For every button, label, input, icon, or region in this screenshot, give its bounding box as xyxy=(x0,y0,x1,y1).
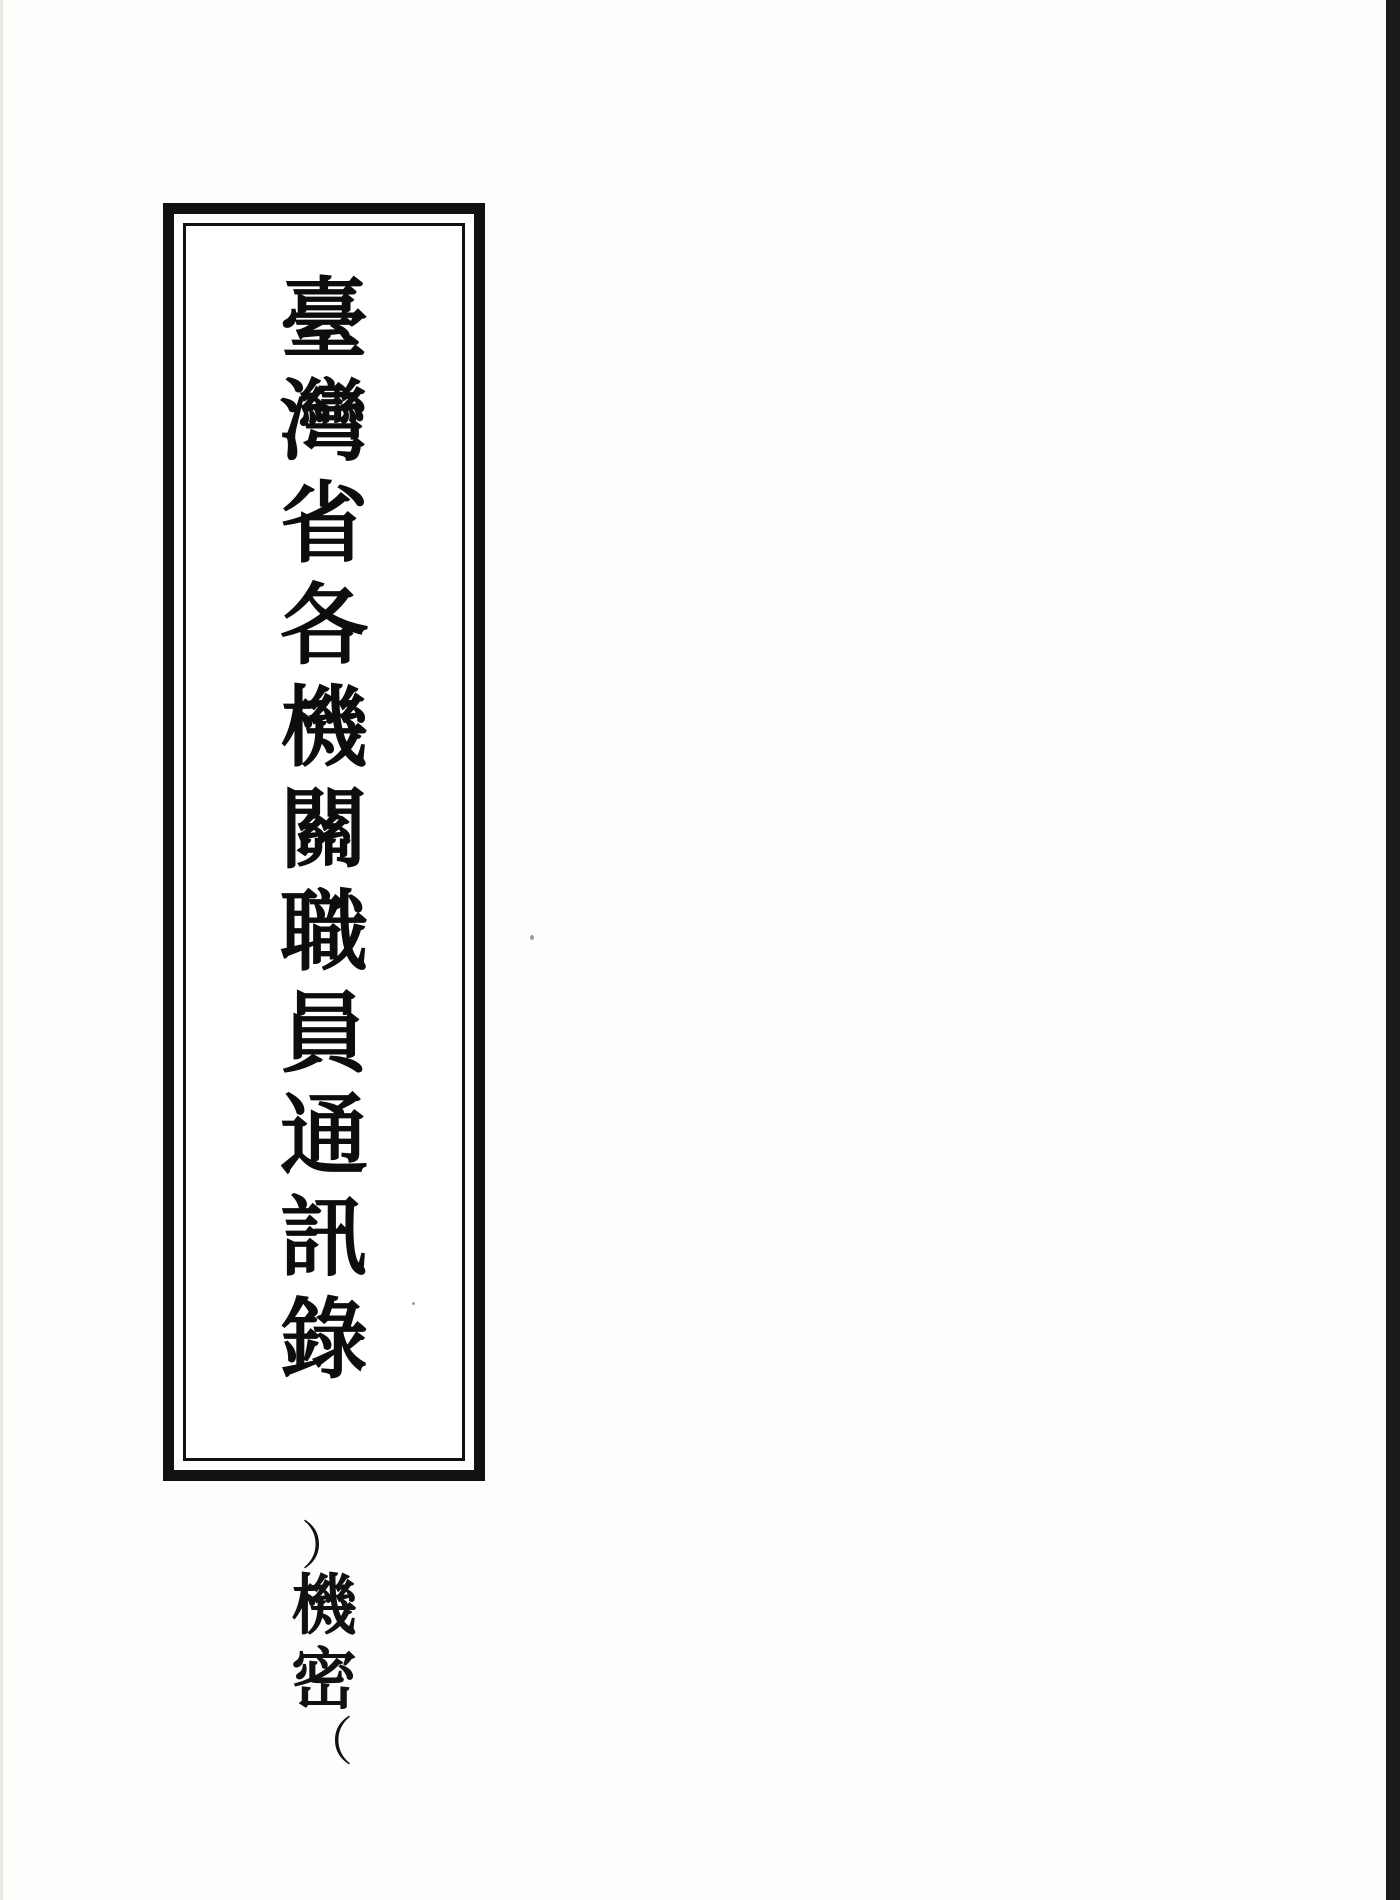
title-cartouche-inner-rule xyxy=(183,223,465,1461)
scan-speckle xyxy=(412,1302,415,1305)
scan-speckle xyxy=(530,935,534,940)
paren-close: ︶ xyxy=(293,1713,354,1767)
title-char: 省 xyxy=(279,471,368,575)
title-char: 灣 xyxy=(279,369,368,473)
scan-edge-right xyxy=(1386,0,1400,1900)
title-char: 錄 xyxy=(279,1287,368,1391)
title-char: 訊 xyxy=(279,1185,368,1289)
scan-edge-left xyxy=(0,0,3,1900)
title-char: 職 xyxy=(279,879,368,983)
title-char: 機 xyxy=(279,675,368,779)
title-char: 臺 xyxy=(279,267,368,371)
classification-marking xyxy=(163,1517,485,1767)
title-cartouche-outer-rule xyxy=(163,203,485,1481)
title-char: 通 xyxy=(279,1083,368,1187)
title-char: 關 xyxy=(279,777,368,881)
document-title xyxy=(186,226,462,1458)
classification-char: 密 xyxy=(291,1640,357,1718)
title-char: 各 xyxy=(279,573,368,677)
classification-char: 機 xyxy=(291,1566,357,1644)
paren-open: ︵ xyxy=(293,1517,354,1571)
title-char: 員 xyxy=(279,981,368,1085)
